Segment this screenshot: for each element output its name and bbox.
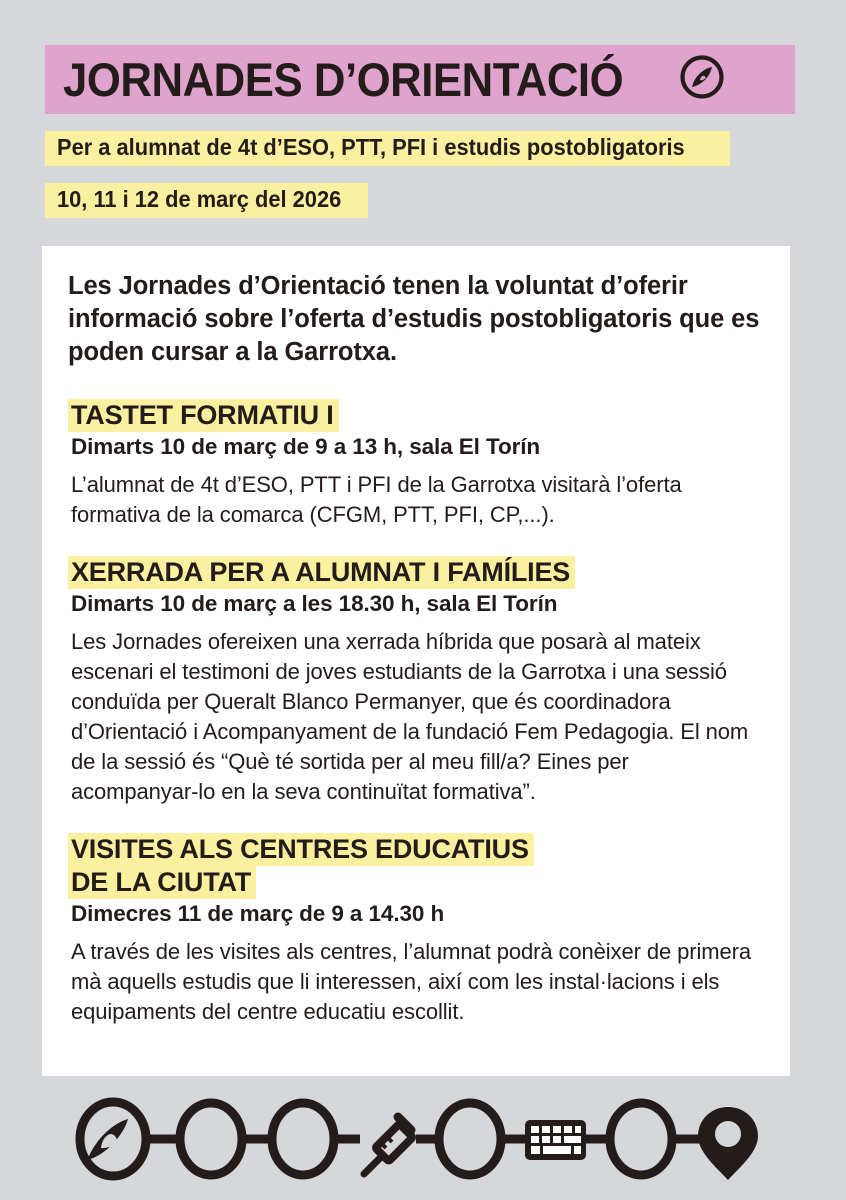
footer-icon-strip <box>0 1092 846 1187</box>
dates-text: 10, 11 i 12 de març del 2026 <box>57 186 342 212</box>
circle-icon <box>180 1103 242 1175</box>
map-pin-icon <box>698 1107 758 1180</box>
title-band <box>45 45 795 114</box>
circle-icon <box>439 1103 501 1175</box>
section-heading-line: TASTET FORMATIU I <box>68 399 339 432</box>
section-heading <box>68 556 764 589</box>
date-band <box>45 183 368 218</box>
section-visites <box>68 833 764 1027</box>
compass-icon <box>80 1102 146 1176</box>
section-when: Dimarts 10 de març a les 18.30 h, sala El Torín <box>71 591 558 617</box>
section-heading <box>68 399 764 432</box>
syringe-icon <box>364 1117 413 1174</box>
section-heading <box>68 833 764 899</box>
subtitle-band <box>45 131 730 166</box>
intro-paragraph: Les Jornades d’Orientació tenen la voluntat d’oferir informació sobre l’oferta d’estudis postobligatoris que es poden cursar a la Garrotxa. <box>68 272 760 367</box>
section-when: Dimarts 10 de març de 9 a 13 h, sala El Torín <box>71 434 541 460</box>
page-title: JORNADES D’ORIENTACIÓ <box>63 53 624 106</box>
section-when: Dimecres 11 de març de 9 a 14.30 h <box>71 900 445 926</box>
section-heading-line: XERRADA PER A ALUMNAT I FAMÍLIES <box>68 556 575 589</box>
section-heading-line: VISITES ALS CENTRES EDUCATIUS <box>68 833 534 866</box>
circle-icon <box>272 1103 334 1175</box>
section-body: A través de les visites als centres, l’alumnat podrà conèixer de primera mà aquells estudis que li interessen, així com les instal·lacions i els equipaments del centre educatiu escollit. <box>71 938 752 1024</box>
section-body: L’alumnat de 4t d’ESO, PTT i PFI de la Garrotxa visitarà l’oferta formativa de la comarca (CFGM, PTT, PFI, CP,...). <box>71 472 682 528</box>
section-body: Les Jornades ofereixen una xerrada híbrida que posarà al mateix escenari el testimoni de joves estudiants de la Garrotxa i una sessió conduïda per Queralt Blanco Permanyer, que és coordinadora d’Orientació i Acompanyament de la fundació Fem Pedagogia. El nom de la sessió és “Què té sortida per al meu fill/a? Eines per acompanyar-lo en la seva continuïtat formativa”. <box>71 629 749 804</box>
subtitle-text: Per a alumnat de 4t d’ESO, PTT, PFI i estudis postobligatoris <box>57 134 685 160</box>
keyboard-icon <box>525 1120 586 1160</box>
section-tastet-formatiu <box>68 399 764 530</box>
circle-icon <box>610 1103 672 1175</box>
section-heading-line: DE LA CIUTAT <box>68 866 256 899</box>
compass-icon <box>679 54 725 105</box>
section-xerrada <box>68 556 764 807</box>
content-card <box>42 246 790 1076</box>
